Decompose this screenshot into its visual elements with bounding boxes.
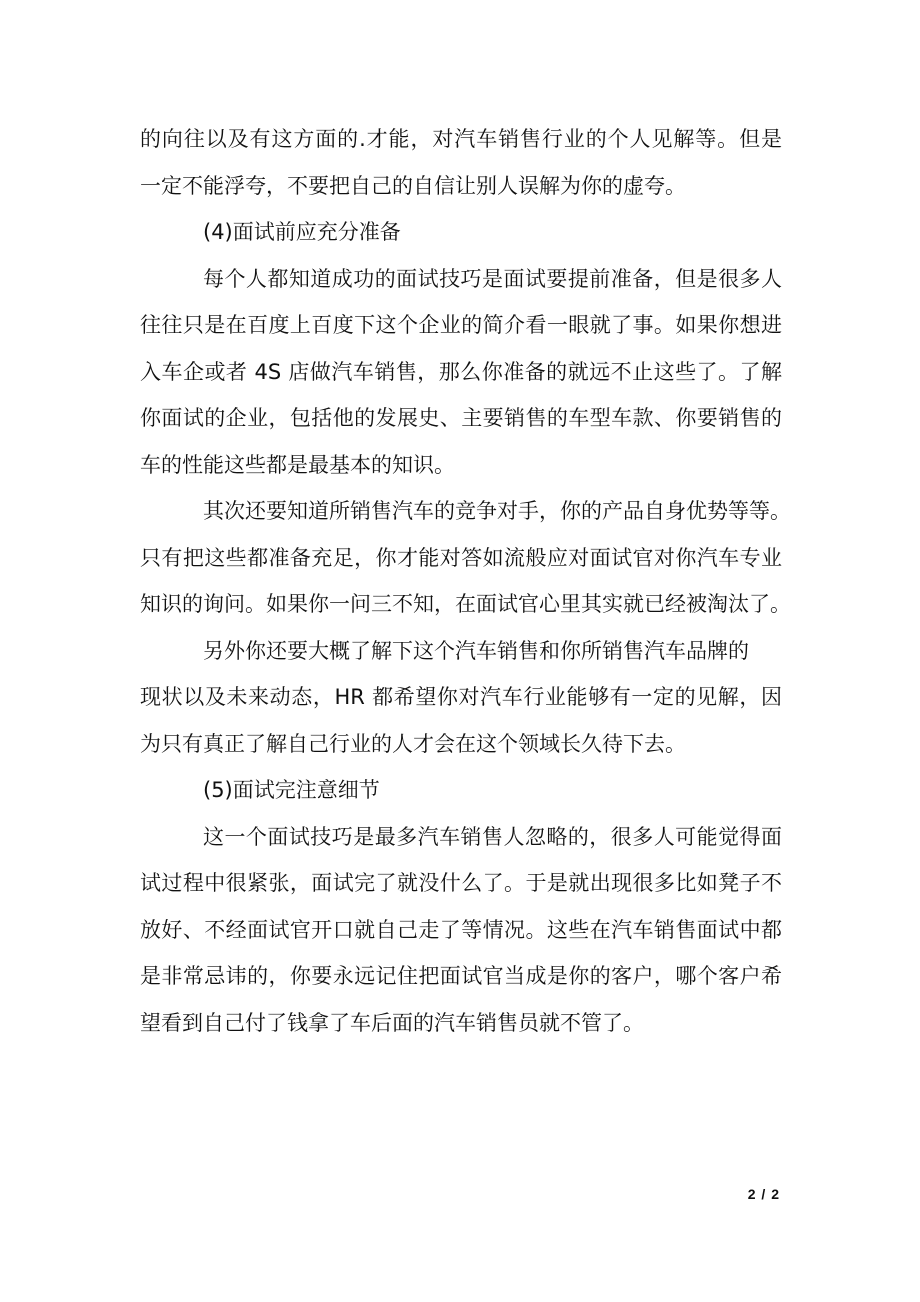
text-line: 另外你还要大概了解下这个汽车销售和你所销售汽车品牌的 <box>203 638 749 663</box>
section-heading: (5)面试完注意细节 <box>203 778 380 802</box>
text-line: 知识的询问。如果你一问三不知，在面试官心里其实就已经被淘汰了。 <box>140 592 791 616</box>
text-line: 车的性能这些都是最基本的知识。 <box>140 452 455 477</box>
text-line: 现状以及未来动态，HR 都希望你对汽车行业能够有一定的见解，因 <box>140 685 782 709</box>
text-line: 是非常忌讳的，你要永远记住把面试官当成是你的客户，哪个客户希 <box>140 964 782 988</box>
text-line: 你面试的企业，包括他的发展史、主要销售的车型车款、你要销售的 <box>140 406 782 430</box>
text-line: 的向往以及有这方面的.才能，对汽车销售行业的个人见解等。但是 <box>140 127 782 151</box>
body-text <box>140 116 791 1046</box>
text-line: 其次还要知道所销售汽车的竞争对手，你的产品自身优势等等。 <box>203 499 791 523</box>
text-line: 入车企或者 4S 店做汽车销售，那么你准备的就远不止这些了。了解 <box>140 359 782 384</box>
section-heading: (4)面试前应充分准备 <box>203 220 401 244</box>
text-line: 望看到自己付了钱拿了车后面的汽车销售员就不管了。 <box>140 1010 644 1035</box>
text-line: 只有把这些都准备充足，你才能对答如流般应对面试官对你汽车专业 <box>140 545 782 570</box>
text-line: 一定不能浮夸，不要把自己的自信让别人误解为你的虚夸。 <box>140 173 686 198</box>
text-line: 这一个面试技巧是最多汽车销售人忽略的，很多人可能觉得面 <box>203 824 782 849</box>
text-line: 试过程中很紧张，面试完了就没什么了。于是就出现很多比如凳子不 <box>140 871 782 895</box>
text-line: 往往只是在百度上百度下这个企业的简介看一眼就了事。如果你想进 <box>140 313 782 337</box>
text-line: 为只有真正了解自己行业的人才会在这个领域长久待下去。 <box>140 731 686 756</box>
page-number: 2 / 2 <box>747 1186 780 1202</box>
text-line: 放好、不经面试官开口就自己走了等情况。这些在汽车销售面试中都 <box>140 917 782 942</box>
text-line: 每个人都知道成功的面试技巧是面试要提前准备，但是很多人 <box>203 266 782 291</box>
